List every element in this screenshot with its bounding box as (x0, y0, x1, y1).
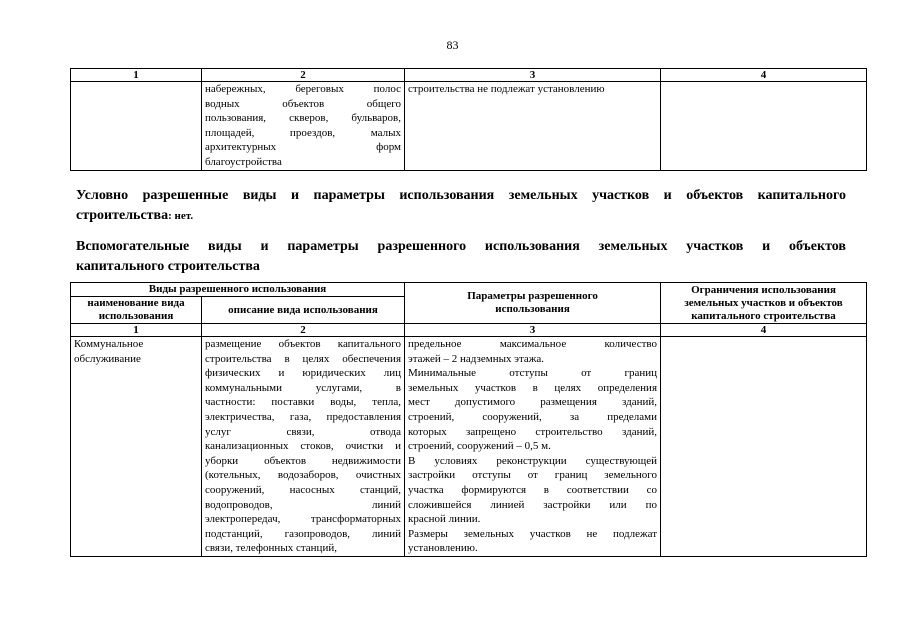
text-line: физических и юридических лиц (205, 367, 402, 380)
cell-parameters (405, 82, 661, 171)
column-number: 2 (202, 69, 405, 82)
text-line: сложившейся линией застройки или по (408, 498, 658, 511)
cell-limits (661, 82, 867, 171)
column-number: 2 (202, 324, 405, 337)
text-line: архитектурных форм (205, 141, 401, 154)
subheader-name: наименование вида использования (71, 297, 202, 324)
text-line: строений, сооружений – 0,5 м. (408, 440, 551, 453)
text-line: строений, сооружений, за пределами (408, 410, 658, 423)
text-line: участка формируются в соответствии со (408, 483, 658, 496)
continuation-table (70, 68, 867, 171)
text-line: красной линии. (408, 513, 481, 526)
subheader-description: описание вида использования (202, 297, 405, 324)
cell-name (71, 82, 202, 171)
auxiliary-uses-table (70, 282, 867, 557)
text-line: этажей – 2 надземных этажа. (408, 352, 545, 365)
text-line: уборки объектов недвижимости (205, 454, 402, 467)
text-line: частности: поставки воды, тепла, (205, 396, 402, 409)
column-number: 4 (661, 324, 867, 337)
column-number: 4 (661, 69, 867, 82)
text-line: электропередач, трансформаторных (205, 513, 402, 526)
text-line: связи, телефонных станций, (205, 542, 337, 555)
text-line: которых запрещено строительство зданий, (408, 425, 658, 438)
text-line: водных объектов общего (205, 97, 401, 110)
text-line: мест допустимого размещения зданий, (408, 396, 658, 409)
cell-description (202, 337, 405, 557)
text-line: обслуживание (74, 352, 141, 365)
text-line: канализационных стоков, очистки и (205, 440, 402, 453)
text-line: застройки отступы от границ земельного (408, 469, 658, 482)
text-line: электричества, газа, предоставления (205, 410, 402, 423)
column-number: 1 (71, 324, 202, 337)
params-header: Параметры разрешенного использования (405, 283, 661, 324)
heading-suffix: : нет. (168, 210, 194, 222)
table-row (71, 82, 867, 171)
heading-line (76, 208, 193, 223)
page-number: 83 (446, 38, 459, 52)
heading-text: строительства (76, 208, 169, 223)
text-line: водопроводов, линий (205, 498, 402, 511)
section-heading-conditional (76, 186, 846, 226)
text-line: набережных, береговых полос (205, 83, 401, 95)
table-number-row (71, 324, 867, 337)
text-line: Минимальные отступы от границ (408, 367, 658, 380)
heading-line: Условно разрешенные виды и параметры использования земельных участков и объектов капитального (76, 188, 846, 203)
heading-line: капитального строительства (76, 259, 260, 274)
table-header-row (71, 283, 867, 297)
text-line: размещение объектов капитального (205, 338, 402, 350)
text-line: Размеры земельных участков не подлежат (408, 527, 658, 540)
text-line: строительства в целях обеспечения (205, 352, 402, 365)
text-line: сооружений, насосных станций, (205, 483, 402, 496)
column-number: 3 (405, 324, 661, 337)
column-number: 1 (71, 69, 202, 82)
text-line: строительства не подлежат установлению (408, 83, 605, 95)
heading-line: Вспомогательные виды и параметры разрешенного использования земельных участков и объектов (76, 239, 846, 254)
group-header: Виды разрешенного использования (71, 283, 405, 297)
text-line: благоустройства (205, 155, 282, 168)
text-line: коммунальными услугами, в (205, 381, 402, 394)
cell-parameters (405, 337, 661, 557)
text-line: В условиях реконструкции существующей (408, 454, 658, 467)
table-header-row (71, 69, 867, 82)
text-line: подстанций, газопроводов, линий (205, 527, 402, 540)
cell-name (71, 337, 202, 557)
text-line: пользования, скверов, бульваров, (205, 112, 401, 125)
text-line: предельное максимальное количество (408, 338, 658, 350)
text-line: земельных участков в целях определения (408, 381, 658, 394)
text-line: Коммунальное (74, 338, 144, 350)
section-heading-auxiliary (76, 237, 846, 277)
cell-description (202, 82, 405, 171)
text-line: (котельных, водозаборов, очистных (205, 469, 402, 482)
cell-limits (661, 337, 867, 557)
text-line: установлению. (408, 542, 478, 555)
text-line: площадей, проездов, малых (205, 126, 401, 139)
limits-header: Ограничения использования земельных участков и объектов капитального строительства (661, 283, 867, 324)
table-row (71, 337, 867, 557)
text-line: услуг связи, отвода (205, 425, 402, 438)
column-number: 3 (405, 69, 661, 82)
